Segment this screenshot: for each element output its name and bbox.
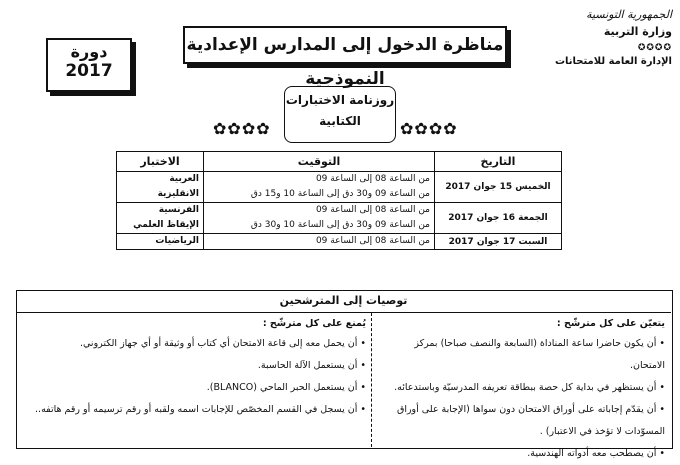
subject-value: الرياضيات [155, 236, 199, 246]
time-value: من الساعة 08 إلى الساعة 09 [315, 236, 430, 246]
must-item-continuation: المسوّدات لا تؤخذ في الاعتبار) . [539, 426, 665, 437]
page-title: مناظرة الدخول إلى المدارس الإعدادية النموذجية [183, 26, 507, 64]
subject-value: الفرنسية [158, 205, 199, 215]
exam-schedule-table [116, 151, 562, 250]
subtitle-line1: روزنامة الاختبارات [285, 93, 395, 107]
time-cell [204, 172, 435, 203]
ministry-label: وزارة التربية [603, 25, 672, 38]
must-title: يتعيّن على كل مترشّح : [556, 318, 665, 329]
ministry-header [522, 8, 672, 69]
republic-label: الجمهورية التونسية [586, 8, 672, 21]
time-value: من الساعة 09 و30 دق إلى الساعة 10 و30 دق [250, 220, 430, 230]
table-row [117, 172, 562, 203]
forbidden-title: يُمنع على كل مترشّح : [262, 318, 366, 329]
stars-decoration: ✪✪✪✪ [637, 43, 672, 53]
session-year: 2017 [65, 61, 113, 81]
flower-ornaments-left: ✿✿✿✿ [213, 119, 271, 138]
subtitle-box [284, 86, 396, 143]
session-label: دورة [70, 42, 108, 61]
table-row [117, 234, 562, 250]
subject-cell [117, 172, 204, 203]
forbidden-column [22, 318, 366, 421]
header-time: التوقيت [204, 152, 435, 172]
time-cell [204, 203, 435, 234]
header-exam: الاختبار [117, 152, 204, 172]
time-value: من الساعة 08 إلى الساعة 09 [315, 174, 430, 184]
subject-value: الانقليزية [157, 189, 199, 199]
subject-cell [117, 203, 204, 234]
recommendations-title: توصيات إلى المترشحين [16, 290, 671, 313]
time-value: من الساعة 09 و30 دق إلى الساعة 10 و15 دق [250, 189, 430, 199]
table-row [117, 203, 562, 234]
session-box [46, 38, 132, 92]
subject-value: العربية [169, 174, 199, 184]
date-cell: الخميس 15 جوان 2017 [435, 172, 562, 203]
must-item: • أن يستظهر في بداية كل حصة ببطاقة تعريفه المدرسيّة وباستدعائه. [394, 382, 665, 393]
flower-ornaments-right: ✿✿✿✿ [400, 119, 458, 138]
date-cell: السبت 17 جوان 2017 [435, 234, 562, 250]
forbidden-item: • أن يستعمل الآلة الحاسبة. [257, 360, 366, 371]
forbidden-item: • أن يستعمل الحبر الماحي (BLANCO). [206, 382, 366, 393]
must-item: • أن يقدّم إجاباته على أوراق الامتحان دون سواها (الإجابة على أوراق [396, 404, 665, 415]
forbidden-item: • أن يحمل معه إلى قاعة الامتحان أي كتاب أو وثيقة أو أي جهاز الكتروني. [79, 338, 366, 349]
header-date: التاريخ [435, 152, 562, 172]
subject-cell [117, 234, 204, 250]
department-label: الإدارة العامة للامتحانات [554, 56, 672, 67]
must-column [380, 318, 665, 465]
time-cell [204, 234, 435, 250]
must-item: • أن يكون حاضرا ساعة المناداة (السابعة والنصف صباحا) بمركز الامتحان. [414, 338, 665, 371]
table-header-row [117, 152, 562, 172]
time-value: من الساعة 08 إلى الساعة 09 [315, 205, 430, 215]
forbidden-item: • أن يسجل في القسم المخصّص للإجابات اسمه ولقبه أو رقم ترسيمه أو رقم هاتفه.. [35, 404, 366, 415]
must-item: • أن يصطحب معه أدواته الهندسية. [527, 448, 665, 459]
subject-value: الإيقاظ العلمي [133, 220, 199, 230]
column-divider [371, 313, 372, 447]
subtitle-line2: الكتابية [319, 114, 361, 128]
date-cell: الجمعة 16 جوان 2017 [435, 203, 562, 234]
